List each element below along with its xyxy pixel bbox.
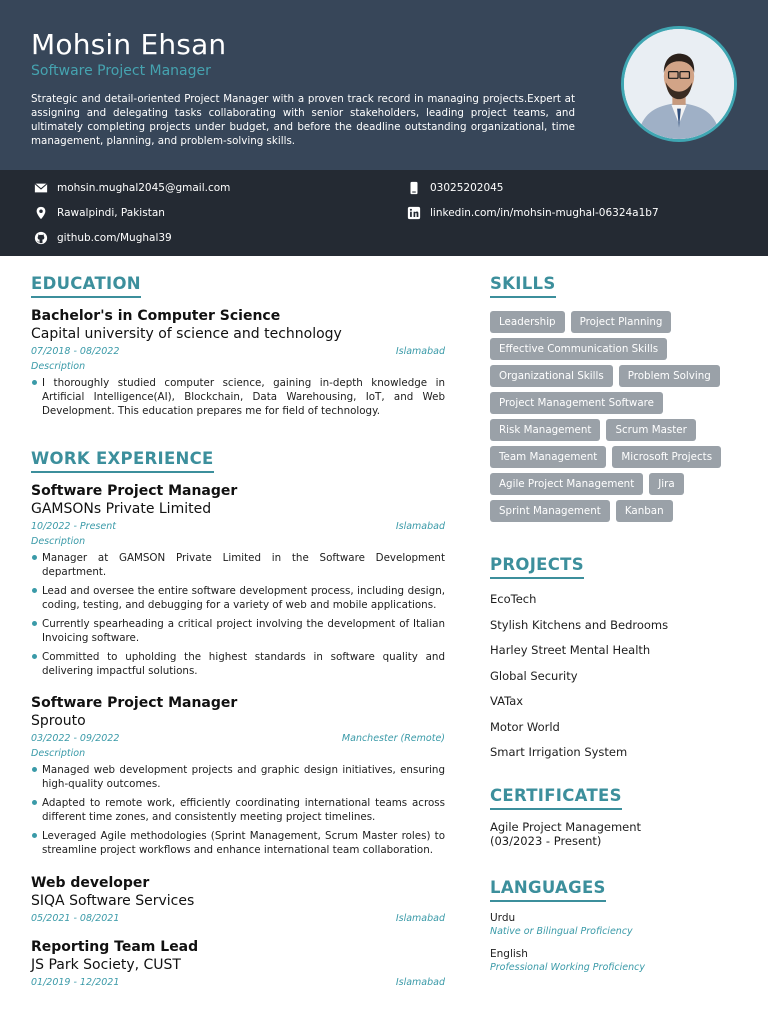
list-item: Adapted to remote work, efficiently coordinating international teams across different time zones, and consistently meeting project timelines. — [31, 796, 445, 824]
skill-tag: Leadership — [490, 311, 565, 333]
job-dates: 03/2022 - 09/2022 — [31, 733, 120, 744]
education-entry — [31, 307, 445, 423]
language-level: Native or Bilingual Proficiency — [490, 926, 633, 937]
degree-title: Bachelor's in Computer Science — [31, 308, 281, 324]
description-label: Description — [31, 748, 86, 759]
skill-tag: Effective Communication Skills — [490, 338, 667, 360]
linkedin-icon — [406, 205, 422, 221]
job-title: Reporting Team Lead — [31, 939, 199, 955]
job-location: Islamabad — [395, 977, 445, 988]
project-item: VATax — [490, 694, 524, 708]
description-label: Description — [31, 536, 86, 547]
job-title: Software Project Manager — [31, 695, 238, 711]
list-item: Committed to upholding the highest standards in software quality and delivering impactful solutions. — [31, 650, 445, 678]
skill-tag: Project Management Software — [490, 392, 663, 414]
education-dates: 07/2018 - 08/2022 — [31, 346, 120, 357]
language-item — [490, 947, 740, 975]
contact-email[interactable] — [33, 180, 230, 196]
work-experience-heading: WORK EXPERIENCE — [31, 449, 214, 473]
list-item: Currently spearheading a critical project involving the development of Italian Invoicing software. — [31, 617, 445, 645]
contact-bar — [0, 170, 768, 256]
job-dates: 01/2019 - 12/2021 — [31, 977, 120, 988]
profile-photo — [621, 26, 737, 142]
job-location: Islamabad — [395, 913, 445, 924]
description-label: Description — [31, 361, 86, 372]
company-name: Sprouto — [31, 713, 86, 729]
github-icon — [33, 230, 49, 246]
profile-summary: Strategic and detail-oriented Project Manager with a proven track record in managing projects.Expert at assigning and delegating tasks collaborating with senior stakeholders, leading project teams, and ultimately completing projects under budget, and before the deadline outstanding organizational, time management, planning, and problem-solving skills. — [31, 93, 575, 147]
education-heading: EDUCATION — [31, 274, 141, 298]
project-item: EcoTech — [490, 592, 537, 606]
location-pin-icon — [33, 205, 49, 221]
job-dates: 05/2021 - 08/2021 — [31, 913, 120, 924]
skills-list — [490, 311, 740, 522]
company-name: GAMSONs Private Limited — [31, 501, 212, 517]
job-dates: 10/2022 - Present — [31, 521, 116, 532]
skill-tag: Kanban — [616, 500, 673, 522]
language-item — [490, 911, 740, 939]
certificate-item: Agile Project Management (03/2023 - Present) — [490, 820, 642, 848]
company-name: SIQA Software Services — [31, 893, 195, 909]
person-photo-icon — [624, 29, 734, 139]
job-title: Software Project Manager — [31, 63, 211, 79]
project-item: Motor World — [490, 719, 560, 734]
list-item: Lead and oversee the entire software development process, including design, coding, testing, and debugging for a variety of web and mobile applications. — [31, 584, 445, 612]
job-title: Software Project Manager — [31, 483, 238, 499]
job-meta — [31, 520, 445, 534]
project-item: Harley Street Mental Health — [490, 643, 651, 657]
skill-tag: Microsoft Projects — [612, 446, 721, 468]
education-location: Islamabad — [395, 346, 445, 357]
skill-tag: Sprint Management — [490, 500, 610, 522]
skill-tag: Agile Project Management — [490, 473, 643, 495]
project-item: Stylish Kitchens and Bedrooms — [490, 617, 669, 632]
projects-list — [490, 587, 740, 766]
job-meta — [31, 732, 445, 746]
language-name: Urdu — [490, 912, 516, 924]
job-entry — [31, 874, 445, 926]
list-item: Manager at GAMSON Private Limited in the Software Development department. — [31, 551, 445, 579]
skills-heading: SKILLS — [490, 274, 556, 298]
contact-location — [33, 205, 165, 221]
language-name: English — [490, 948, 528, 960]
skill-tag: Jira — [649, 473, 683, 495]
list-item: I thoroughly studied computer science, gaining in-depth knowledge in Artificial Intelligence(AI), Blockchain, Data Warehousing, IoT, and Web Development. This education prepares me for field of technology. — [31, 376, 445, 418]
phone-text[interactable]: 03025202045 — [430, 182, 504, 194]
education-bullets — [31, 376, 445, 418]
job-meta — [31, 976, 445, 990]
job-title: Web developer — [31, 875, 150, 891]
job-entry — [31, 938, 445, 990]
contact-github[interactable] — [33, 230, 172, 246]
list-item: Managed web development projects and graphic design initiatives, ensuring high-quality outcomes. — [31, 763, 445, 791]
list-item: Leveraged Agile methodologies (Sprint Management, Scrum Master roles) to streamline project workflows and enhance international team collaboration. — [31, 829, 445, 857]
full-name: Mohsin Ehsan — [31, 28, 227, 61]
contact-linkedin[interactable] — [406, 205, 659, 221]
skill-tag: Team Management — [490, 446, 606, 468]
company-name: JS Park Society, CUST — [31, 957, 181, 973]
certificates-heading: CERTIFICATES — [490, 786, 622, 810]
job-location: Islamabad — [395, 521, 445, 532]
project-item: Smart Irrigation System — [490, 745, 628, 759]
education-meta — [31, 345, 445, 359]
job-bullets — [31, 763, 445, 857]
skill-tag: Risk Management — [490, 419, 600, 441]
job-bullets — [31, 551, 445, 678]
projects-heading: PROJECTS — [490, 555, 584, 579]
skill-tag: Scrum Master — [606, 419, 695, 441]
language-level: Professional Working Proficiency — [490, 962, 645, 973]
job-location: Manchester (Remote) — [341, 733, 445, 744]
job-entry — [31, 482, 445, 683]
skill-tag: Problem Solving — [619, 365, 720, 387]
github-text[interactable]: github.com/Mughal39 — [57, 232, 172, 244]
skill-tag: Organizational Skills — [490, 365, 613, 387]
project-item: Global Security — [490, 668, 578, 683]
job-meta — [31, 912, 445, 926]
school-name: Capital university of science and technology — [31, 326, 342, 342]
languages-heading: LANGUAGES — [490, 878, 606, 902]
email-text[interactable]: mohsin.mughal2045@gmail.com — [57, 182, 231, 194]
envelope-icon — [33, 180, 49, 196]
job-entry — [31, 694, 445, 862]
location-text: Rawalpindi, Pakistan — [57, 207, 165, 219]
phone-icon — [406, 180, 422, 196]
header — [0, 0, 768, 170]
linkedin-text[interactable]: linkedin.com/in/mohsin-mughal-06324a1b7 — [430, 207, 659, 219]
contact-phone[interactable] — [406, 180, 504, 196]
skill-tag: Project Planning — [571, 311, 672, 333]
